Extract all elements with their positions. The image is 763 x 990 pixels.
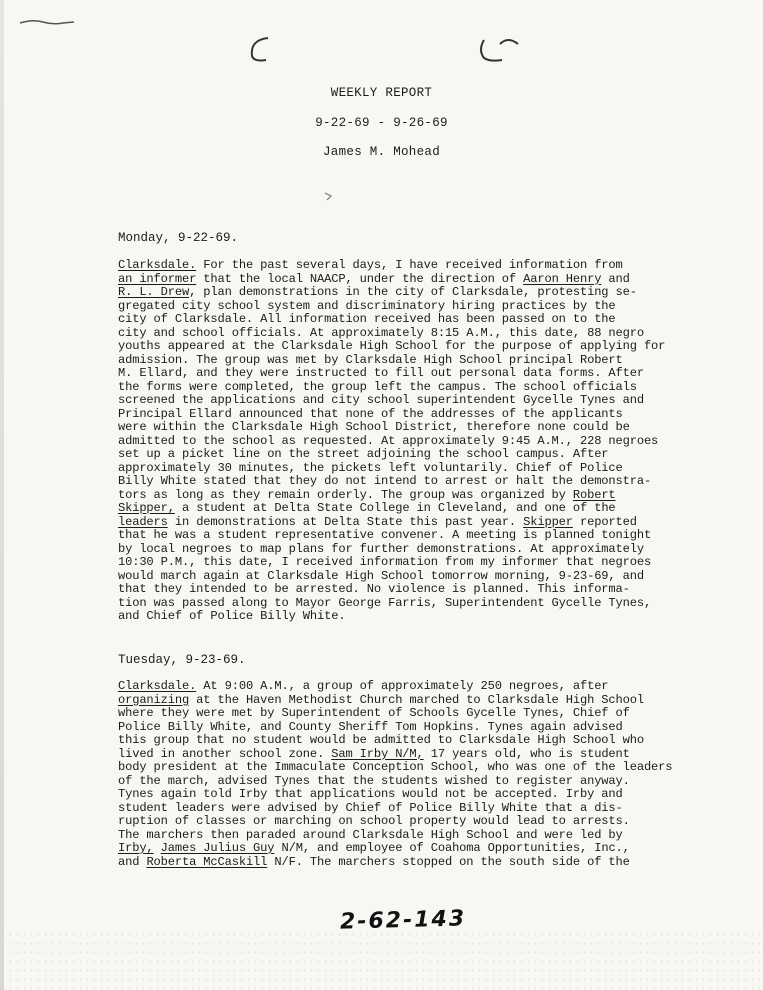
text-line: an informer that the local NAACP, under the direction of Aaron Henry and	[118, 271, 630, 286]
text-line: Irby, James Julius Guy N/M, and employee of Coahoma Opportunities, Inc.,	[118, 841, 630, 855]
scan-mark-top-left	[18, 14, 78, 30]
text-line: youths appeared at the Clarksdale High School for the purpose of applying for	[118, 339, 666, 353]
text-line: and Chief of Police Billy White.	[118, 609, 346, 623]
monday-paragraph	[118, 259, 678, 624]
text-line: admitted to the school as requested. At approximately 9:45 A.M., 228 negroes	[118, 433, 659, 448]
text-line: that he was a student representative convener. A meeting is planned tonight	[118, 528, 652, 542]
text-line: of the march, advised Tynes that the students wished to register anyway.	[118, 773, 630, 788]
scan-noise	[0, 930, 763, 990]
tuesday-heading: Tuesday, 9-23-69.	[118, 653, 246, 667]
text-line: that they intended to be arrested. No violence is planned. This informa-	[118, 582, 630, 596]
text-line: tors as long as they remain orderly. The group was organized by Robert	[118, 487, 616, 502]
text-line: Clarksdale. For the past several days, I have received information from	[118, 258, 623, 272]
text-line: were within the Clarksdale High School District, therefore none could be	[118, 420, 630, 434]
text-line: Tynes again told Irby that applications would not be accepted. Irby and	[118, 787, 623, 801]
text-line: admission. The group was met by Clarksdale High School principal Robert	[118, 352, 623, 367]
text-line: R. L. Drew, plan demonstrations in the city of Clarksdale, protesting se-	[118, 285, 637, 299]
text-line: by local negroes to map plans for further demonstrations. At approximately	[118, 541, 644, 556]
text-line: Clarksdale. At 9:00 A.M., a group of approximately 250 negroes, after	[118, 679, 609, 693]
text-line: Skipper, a student at Delta State College in Cleveland, and one of the	[118, 501, 616, 515]
text-line: student leaders were advised by Chief of Police Billy White that a dis-	[118, 800, 623, 815]
report-author: James M. Mohead	[322, 145, 441, 159]
report-title: WEEKLY REPORT	[330, 86, 433, 100]
file-number-stamp: 2-62-143	[339, 906, 467, 935]
text-line: tion was passed along to Mayor George Farris, Superintendent Gycelle Tynes,	[118, 595, 652, 610]
text-line: and Roberta McCaskill N/F. The marchers stopped on the south side of the	[118, 854, 630, 869]
text-line: ruption of classes or marching on school property would lead to arrests.	[118, 814, 630, 828]
punch-mark-right	[474, 34, 524, 64]
stray-mark	[322, 190, 336, 202]
text-line: city of Clarksdale. All information received has been passed on to the	[118, 312, 616, 326]
text-line: Billy White stated that they do not intend to arrest or halt the demonstra-	[118, 474, 652, 488]
text-line: M. Ellard, and they were instructed to fill out personal data forms. After	[118, 366, 644, 380]
text-line: lived in another school zone. Sam Irby N/M, 17 years old, who is student	[118, 746, 630, 761]
tuesday-paragraph	[118, 680, 678, 869]
text-line: body president at the Immaculate Conception School, who was one of the leaders	[118, 760, 673, 774]
text-line: this group that no student would be admitted to Clarksdale High School who	[118, 733, 644, 747]
text-line: Police Billy White, and County Sheriff Tom Hopkins. Tynes again advised	[118, 719, 623, 734]
report-dates: 9-22-69 - 9-26-69	[315, 116, 448, 130]
punch-mark-left	[240, 34, 280, 64]
monday-heading: Monday, 9-22-69.	[118, 231, 239, 245]
text-line: approximately 30 minutes, the pickets left voluntarily. Chief of Police	[118, 460, 623, 475]
text-line: leaders in demonstrations at Delta State this past year. Skipper reported	[118, 514, 637, 529]
text-line: The marchers then paraded around Clarksdale High School and were led by	[118, 827, 623, 842]
text-line: organizing at the Haven Methodist Church marched to Clarksdale High School	[118, 692, 644, 707]
text-line: screened the applications and city school superintendent Gycelle Tynes and	[118, 393, 644, 407]
text-line: city and school officials. At approximately 8:15 A.M., this date, 88 negro	[118, 325, 644, 340]
text-line: set up a picket line on the street adjoining the school campus. After	[118, 447, 609, 461]
text-line: Principal Ellard announced that none of the addresses of the applicants	[118, 406, 623, 421]
text-line: where they were met by Superintendent of Schools Gycelle Tynes, Chief of	[118, 706, 630, 720]
text-line: would march again at Clarksdale High School tomorrow morning, 9-23-69, and	[118, 568, 644, 583]
text-line: the forms were completed, the group left the campus. The school officials	[118, 379, 637, 394]
text-line: 10:30 P.M., this date, I received information from my informer that negroes	[118, 555, 652, 569]
text-line: gregated city school system and discriminatory hiring practices by the	[118, 298, 616, 313]
